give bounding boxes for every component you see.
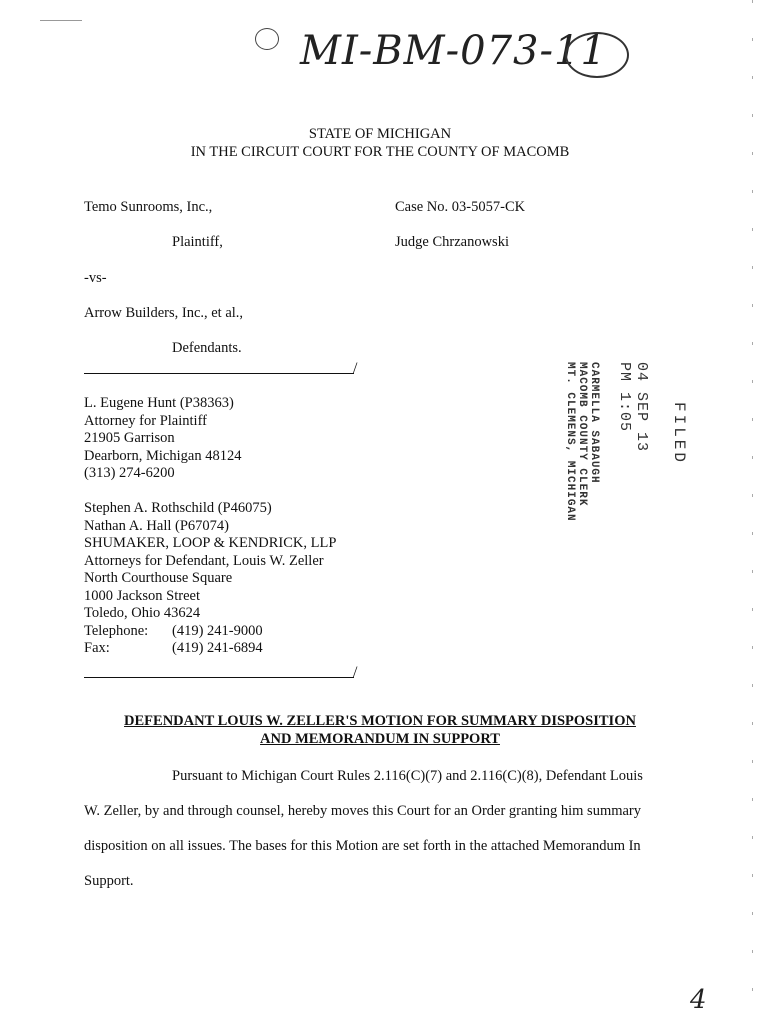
court-heading [0,126,760,161]
stamp-date [616,362,650,482]
stamp-filed [670,402,688,465]
clerk-filed-stamp [564,362,600,522]
fax-label: Fax: [84,640,110,656]
defendant-attorney-line: Nathan A. Hall (P67074) [84,517,229,534]
plaintiff-attorney-line: Attorney for Plaintiff [84,412,207,429]
phone-row [84,623,336,641]
plaintiff-attorney-line: Dearborn, Michigan 48124 [84,447,242,464]
plaintiff-attorney-line: (313) 274-6200 [84,465,175,481]
motion-title [0,713,760,748]
defendant-role: Defendants. [172,340,242,356]
counsel-divider-slash: / [353,664,358,681]
defendant-attorney-line: North Courthouse Square [84,570,233,586]
defendant-attorney-line: Toledo, Ohio 43624 [84,605,201,621]
counsel-divider [84,677,354,678]
motion-body-line1 [172,768,643,786]
court-state: STATE OF MICHIGAN [308,126,452,142]
motion-body-line4 [84,873,134,891]
plaintiff-name: Temo Sunrooms, Inc., [84,199,213,215]
case-number: Case No. 03-5057-CK [395,199,526,215]
defendant-name: Arrow Builders, Inc., et al., [84,305,244,321]
motion-title-line1: DEFENDANT LOUIS W. ZELLER'S MOTION FOR SUMMARY DISPOSITION [124,713,636,729]
handwritten-page-number: 4 [690,985,707,1015]
motion-body-line2 [84,803,641,821]
caption-divider [84,373,354,374]
versus: -vs- [84,270,107,286]
defendant-attorney-block [84,500,336,658]
caption-divider-slash: / [353,360,358,377]
stamp-location: MT. CLEMENS, MICHIGAN [564,362,576,522]
plaintiff-attorney-line: 21905 Garrison [84,430,175,446]
judge-name: Judge Chrzanowski [395,234,509,250]
corner-scribble [40,8,82,21]
plaintiff-attorney-line: L. Eugene Hunt (P38363) [84,395,234,411]
body-text: Support. [84,873,134,889]
court-name: IN THE CIRCUIT COURT FOR THE COUNTY OF MACOMB [190,143,570,160]
defendant-attorney-line: Stephen A. Rothschild (P46075) [84,500,272,516]
stamp-filed-text: FILED [670,402,688,466]
plaintiff-attorney-block [84,395,241,483]
handwritten-document-id: MI-BM-073-11 [300,28,607,74]
clip-circle [255,28,279,50]
body-text: disposition on all issues. The bases for this Motion are set forth in the attached Memorandum In [84,838,641,854]
stamp-date-text: 04 SEP 13 PM 1:05 [616,362,650,453]
fax-number: (419) 241-6894 [172,640,263,656]
body-text: Pursuant to Michigan Court Rules 2.116(C)(7) and 2.116(C)(8), Defendant Louis [172,768,643,784]
motion-body-line3 [84,838,641,856]
defendant-attorney-line: 1000 Jackson Street [84,587,200,604]
defendant-attorney-line: SHUMAKER, LOOP & KENDRICK, LLP [84,535,337,551]
phone-number: (419) 241-9000 [172,622,263,639]
phone-label: Telephone: [84,622,149,639]
body-text: W. Zeller, by and through counsel, hereby moves this Court for an Order granting him summary [84,803,642,819]
stamp-clerk-title: MACOMB COUNTY CLERK [576,362,588,507]
motion-title-line2: AND MEMORANDUM IN SUPPORT [260,730,500,747]
stamp-clerk-name: CARMELLA SABAUGH [588,362,600,484]
handwritten-circle-mark [565,32,629,78]
defendant-attorney-line: Attorneys for Defendant, Louis W. Zeller [84,552,324,569]
fax-row [84,640,336,658]
plaintiff-role: Plaintiff, [172,234,223,250]
